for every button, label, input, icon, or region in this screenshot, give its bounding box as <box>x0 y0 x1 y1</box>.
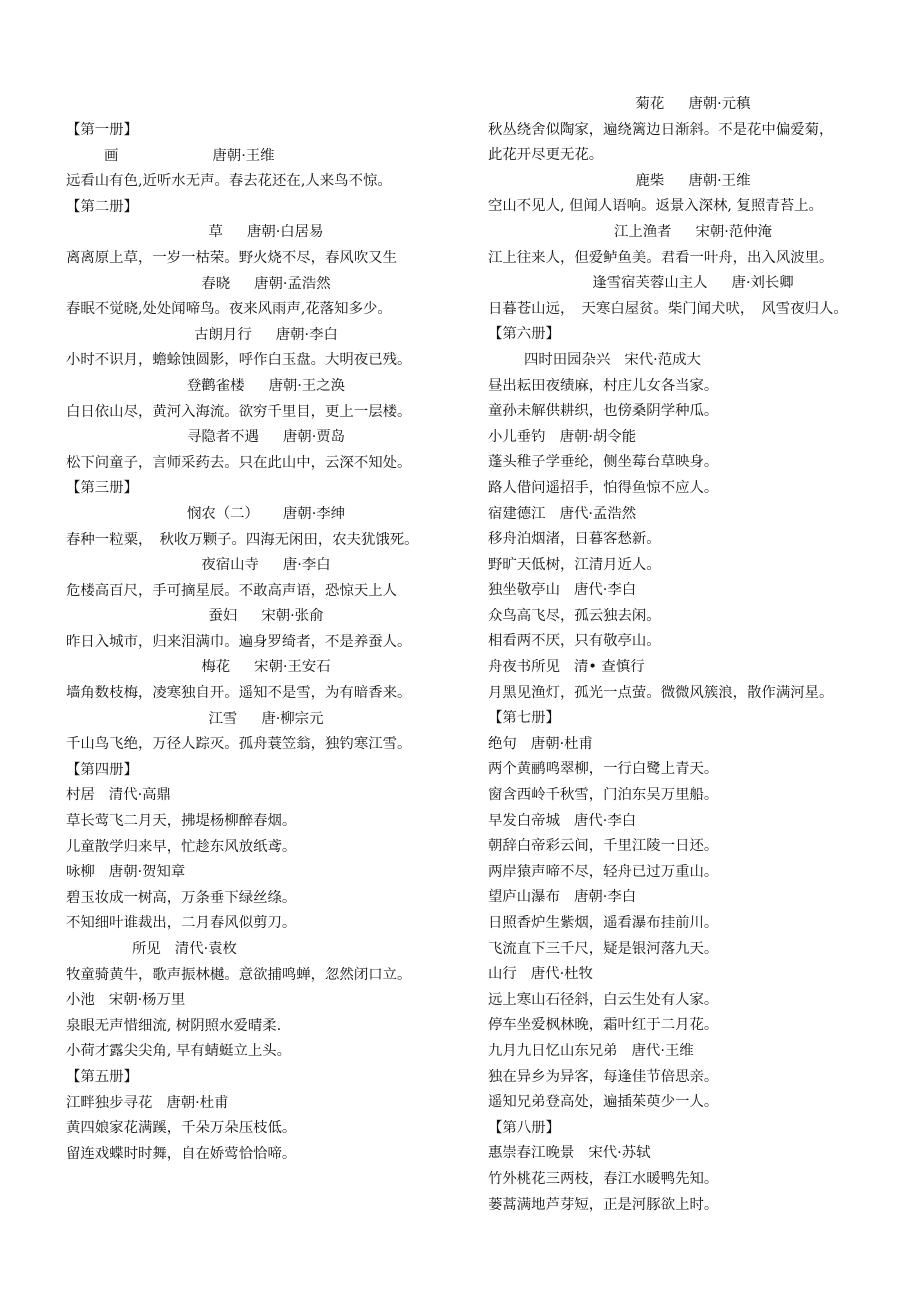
poem-title: 所见 <box>132 941 161 957</box>
poem-title-line <box>66 937 466 963</box>
poem-author: 唐代·王维 <box>631 1042 694 1059</box>
poem-author: 唐代·孟浩然 <box>559 505 637 522</box>
poem-line <box>488 143 898 169</box>
poem-title-line <box>488 962 898 988</box>
poem-text: 春眠不觉晓,处处闻啼鸟。夜来风雨声,花落知多少。 <box>66 301 392 318</box>
poem-author: 唐朝·王维 <box>212 147 275 164</box>
poem-line <box>66 451 466 477</box>
poem-text: 朝辞白帝彩云间，千里江陵一日还。 <box>488 838 719 855</box>
poem-line <box>66 886 466 912</box>
poem-title: 咏柳 <box>66 864 95 881</box>
poem-title-line <box>488 348 898 374</box>
poem-text: 不知细叶谁裁出，二月春风似剪刀。 <box>66 915 297 932</box>
poem-text: 此花开尽更无花。 <box>488 147 604 164</box>
poem-title: 四时田园杂兴 <box>524 351 611 368</box>
poem-text: 远上寒山石径斜，白云生处有人家。 <box>488 991 719 1008</box>
poem-line <box>66 400 466 426</box>
poem-text: 危楼高百尺，手可摘星辰。不敢高声语，恐惊天上人 <box>66 582 397 599</box>
poem-title-line <box>488 578 898 604</box>
poem-line <box>66 1142 466 1168</box>
poem-text: 黄四娘家花满蹊，千朵万朵压枝低。 <box>66 1120 297 1137</box>
poem-author: 清代·袁枚 <box>174 941 237 957</box>
poem-title-line <box>488 169 898 195</box>
poem-text: 秋丛绕舍似陶家，遍绕篱边日渐斜。不是花中偏爱菊， <box>488 121 834 138</box>
poem-title-line <box>66 1091 466 1117</box>
poem-line <box>488 1193 898 1219</box>
poem-line <box>66 297 466 323</box>
poem-line <box>488 604 898 630</box>
poem-text: 相看两不厌，只有敬亭山。 <box>488 633 661 650</box>
section-heading <box>66 118 466 144</box>
poem-text: 儿童散学归来早，忙趁东风放纸鸢。 <box>66 838 297 855</box>
poem-author: 唐·李白 <box>282 557 331 574</box>
poem-author: 唐代·李白 <box>573 812 637 829</box>
section-label: 【第三册】 <box>66 480 138 497</box>
section-label: 【第六册】 <box>488 326 560 343</box>
poem-line <box>488 246 898 272</box>
poem-title: 菊花 <box>635 96 665 112</box>
poem-author: 宋朝·杨万里 <box>108 992 186 1009</box>
poem-title-line <box>488 809 898 835</box>
poem-text: 遥知兄弟登高处，遍插茱萸少一人。 <box>488 1094 719 1111</box>
poem-author: 唐朝·元稹 <box>688 96 751 112</box>
poem-title: 梅花 <box>201 659 231 676</box>
poem-line <box>488 476 898 502</box>
poem-title-line <box>488 92 898 118</box>
poem-text: 牧童骑黄牛，歌声振林樾。意欲捕鸣蝉，忽然闭口立。 <box>66 966 412 983</box>
poem-text: 移舟泊烟渚，日暮客愁新。 <box>488 531 661 548</box>
poem-title: 登鹳雀楼 <box>186 377 245 394</box>
poem-text: 草长莺飞二月天，拂堤杨柳醉春烟。 <box>66 813 297 830</box>
poem-line <box>488 1013 898 1039</box>
poem-text: 小荷才露尖尖角, 早有蜻蜓立上头。 <box>66 1043 292 1060</box>
poem-title: 绝句 <box>488 735 517 752</box>
poem-title: 逢雪宿芙蓉山主人 <box>592 275 708 292</box>
poem-text: 远看山有色,近听水无声。春去花还在,人来鸟不惊。 <box>66 173 392 190</box>
poem-line <box>66 1039 466 1065</box>
poem-title: 悯农（二） <box>186 505 259 522</box>
poem-text: 日照香炉生紫烟，遥看瀑布挂前川。 <box>488 915 719 931</box>
poem-line <box>488 629 898 655</box>
poem-title-line <box>488 885 898 911</box>
poem-title: 古朗月行 <box>194 326 252 343</box>
poem-title: 宿建德江 <box>488 505 546 522</box>
section-heading <box>488 706 898 732</box>
poem-text: 留连戏蝶时时舞，自在娇莺恰恰啼。 <box>66 1145 297 1162</box>
section-label: 【第五册】 <box>66 1068 138 1085</box>
poem-text: 小时不识月，蟾蜍蚀圆影，呼作白玉盘。大明夜已残。 <box>66 352 412 369</box>
poem-title: 早发白帝城 <box>488 812 560 829</box>
poem-line <box>488 988 898 1014</box>
section-label: 【第二册】 <box>66 198 138 215</box>
poem-text: 白日依山尽，黄河入海流。欲穷千里目，更上一层楼。 <box>66 403 412 420</box>
section-heading <box>66 1065 466 1091</box>
poem-title: 江畔独步寻花 <box>66 1094 153 1111</box>
poem-line <box>488 1065 898 1091</box>
poem-text: 两个黄鹂鸣翠柳，一行白鹭上青天。 <box>488 761 719 778</box>
poem-title-line <box>66 988 466 1014</box>
right-column <box>488 0 898 1218</box>
poem-title: 九月九日忆山东兄弟 <box>488 1042 618 1059</box>
poem-line <box>66 835 466 861</box>
poem-text: 蒌蒿满地芦芽短，正是河豚欲上时。 <box>488 1196 719 1213</box>
poem-text: 路人借问遥招手，怕得鱼惊不应人。 <box>488 479 719 496</box>
poem-author: 唐朝·白居易 <box>246 224 324 241</box>
poem-author: 唐朝·李白 <box>275 326 338 343</box>
poem-line <box>488 860 898 886</box>
poem-text: 松下问童子，言师采药去。只在此山中，云深不知处。 <box>66 454 412 471</box>
poem-text: 独在异乡为异客，每逢佳节倍思亲。 <box>488 1068 719 1085</box>
poem-title-line <box>66 655 466 681</box>
poem-line <box>66 630 466 656</box>
poem-title: 寻隐者不遇 <box>186 429 259 446</box>
poem-text: 昨日入城市，归来泪满巾。遍身罗绮者，不是养蚕人。 <box>66 633 412 650</box>
poem-author: 清• 查慎行 <box>573 659 645 676</box>
poem-author: 唐朝·李绅 <box>282 505 346 522</box>
poem-title: 独坐敬亭山 <box>488 582 560 599</box>
poem-title: 江上渔者 <box>613 223 672 240</box>
poem-line <box>66 528 466 554</box>
poem-title-line <box>488 1141 898 1167</box>
poem-text: 蓬头稚子学垂纶，侧坐莓台草映身。 <box>488 454 719 471</box>
poem-author: 唐代·杜牧 <box>530 966 593 983</box>
poem-title-line <box>66 374 466 400</box>
poem-line <box>488 527 898 553</box>
poem-author: 唐朝·王维 <box>688 172 751 189</box>
poem-line <box>488 783 898 809</box>
poem-line <box>488 118 898 144</box>
poem-title-line <box>488 502 898 528</box>
poem-line <box>488 681 898 707</box>
poem-title: 夜宿山寺 <box>201 557 259 574</box>
poem-line <box>488 834 898 860</box>
poem-line <box>66 169 466 195</box>
section-heading <box>488 322 898 348</box>
poem-line <box>66 963 466 989</box>
poem-title: 鹿柴 <box>635 172 665 189</box>
poem-text: 停车坐爱枫林晚，霜叶红于二月花。 <box>488 1017 719 1034</box>
poem-line <box>488 399 898 425</box>
poem-author: 唐朝·孟浩然 <box>254 275 331 292</box>
poem-author: 唐朝·王之涣 <box>268 377 346 394</box>
poem-text: 墙角数枝梅，凌寒独自开。遥知不是雪，为有暗香来。 <box>66 685 412 702</box>
poem-text: 两岸猿声啼不尽，轻舟已过万重山。 <box>488 863 719 880</box>
poem-line <box>488 757 898 783</box>
poem-text: 窗含西岭千秋雪，门泊东吴万里船。 <box>488 787 719 804</box>
poem-line <box>488 937 898 963</box>
poem-line <box>66 246 466 272</box>
poem-line <box>66 348 466 374</box>
poem-line <box>488 194 898 220</box>
poem-title-line <box>488 425 898 451</box>
poem-line <box>66 1116 466 1142</box>
poem-author: 宋朝·王安石 <box>254 659 331 676</box>
section-heading <box>66 476 466 502</box>
poem-line <box>66 911 466 937</box>
poem-line <box>488 1090 898 1116</box>
poem-line <box>488 911 898 937</box>
poem-title: 春晓 <box>201 275 231 292</box>
poem-line <box>488 297 898 323</box>
poem-author: 唐·柳宗元 <box>261 710 324 727</box>
section-label: 【第七册】 <box>488 710 560 727</box>
poem-author: 唐代·李白 <box>573 582 637 599</box>
poem-text: 童孙未解供耕织，也傍桑阴学种瓜。 <box>488 403 719 420</box>
poem-title-line <box>66 783 466 809</box>
poem-line <box>66 681 466 707</box>
poem-line <box>488 450 898 476</box>
poem-title: 蚕妇 <box>208 608 238 625</box>
poem-title: 草 <box>208 224 223 241</box>
poem-title-line <box>488 271 898 297</box>
section-label: 【第一册】 <box>66 122 138 138</box>
poem-author: 唐朝·李白 <box>573 889 637 906</box>
poem-text: 千山鸟飞绝，万径人踪灭。孤舟蓑笠翁，独钓寒江雪。 <box>66 736 412 753</box>
section-heading <box>66 758 466 784</box>
poem-author: 唐朝·胡令能 <box>559 428 637 445</box>
poem-title: 舟夜书所见 <box>488 659 560 676</box>
poem-text: 碧玉妆成一树高，万条垂下绿丝绦。 <box>66 889 297 906</box>
poem-line <box>66 732 466 758</box>
poem-text: 野旷天低树，江清月近人。 <box>488 556 661 573</box>
poem-title-line <box>66 502 466 528</box>
poem-line <box>488 374 898 400</box>
poem-title-line <box>66 604 466 630</box>
poem-title: 望庐山瀑布 <box>488 889 560 906</box>
poem-title-line <box>488 655 898 681</box>
poem-text: 春种一粒粟， 秋收万颗子。四海无闲田，农夫犹饿死。 <box>66 531 419 548</box>
poem-author: 唐·刘长卿 <box>731 275 794 292</box>
poem-title: 画 <box>104 147 119 164</box>
poem-author: 唐朝·贺知章 <box>108 864 186 881</box>
poem-title: 江雪 <box>208 710 238 727</box>
poem-title-line <box>488 1039 898 1065</box>
poem-text: 飞流直下三千尺，疑是银河落九天。 <box>488 940 719 957</box>
poem-line <box>66 1014 466 1040</box>
poem-author: 唐朝·杜甫 <box>166 1094 229 1111</box>
poem-title: 山行 <box>488 966 517 983</box>
poem-text: 泉眼无声惜细流, 树阴照水爱晴柔. <box>66 1017 282 1034</box>
poem-title-line <box>66 272 466 298</box>
poem-author: 宋代·范成大 <box>624 351 701 368</box>
poem-text: 离离原上草，一岁一枯荣。野火烧不尽，春风吹又生 <box>66 249 397 266</box>
poem-title-line <box>488 220 898 246</box>
poem-text: 竹外桃花三两枝，春江水暖鸭先知。 <box>488 1170 719 1187</box>
section-heading <box>66 195 466 221</box>
poem-text: 昼出耘田夜绩麻，村庄儿女各当家。 <box>488 377 719 394</box>
section-label: 【第八册】 <box>488 1119 560 1136</box>
poem-title-line <box>66 144 466 170</box>
poem-line <box>488 553 898 579</box>
poem-text: 日暮苍山远， 天寒白屋贫。柴门闻犬吠， 风雪夜归人。 <box>488 300 848 317</box>
poem-title: 村居 <box>66 787 95 804</box>
poem-title: 小池 <box>66 992 95 1009</box>
section-heading <box>488 1116 898 1142</box>
left-column <box>66 0 466 1167</box>
poem-title-line <box>66 707 466 733</box>
poem-title-line <box>66 323 466 349</box>
poem-text: 月黑见渔灯，孤光一点萤。微微风簇浪，散作满河星。 <box>488 684 834 701</box>
poem-title-line <box>66 553 466 579</box>
poem-text: 众鸟高飞尽，孤云独去闲。 <box>488 607 661 624</box>
poem-line <box>488 1167 898 1193</box>
poem-text: 空山不见人, 但闻人语响。返景入深林, 复照青苔上。 <box>488 198 823 215</box>
poem-author: 宋朝·张俞 <box>261 608 324 625</box>
poem-text: 江上往来人，但爱鲈鱼美。君看一叶舟，出入风波里。 <box>488 249 834 266</box>
poem-author: 唐朝·贾岛 <box>282 429 346 446</box>
poem-title-line <box>488 732 898 758</box>
poem-author: 清代·高鼎 <box>108 787 171 804</box>
poem-title-line <box>66 425 466 451</box>
poem-line <box>66 809 466 835</box>
poem-author: 宋代·苏轼 <box>588 1145 651 1162</box>
poem-title: 小儿垂钓 <box>488 428 546 445</box>
poem-line <box>66 579 466 605</box>
poem-title-line <box>66 220 466 246</box>
poem-title: 惠崇春江晚景 <box>488 1145 575 1162</box>
section-label: 【第四册】 <box>66 761 138 778</box>
poem-author: 宋朝·范仲淹 <box>695 223 773 240</box>
poem-title-line <box>66 860 466 886</box>
poem-author: 唐朝·杜甫 <box>530 735 593 752</box>
